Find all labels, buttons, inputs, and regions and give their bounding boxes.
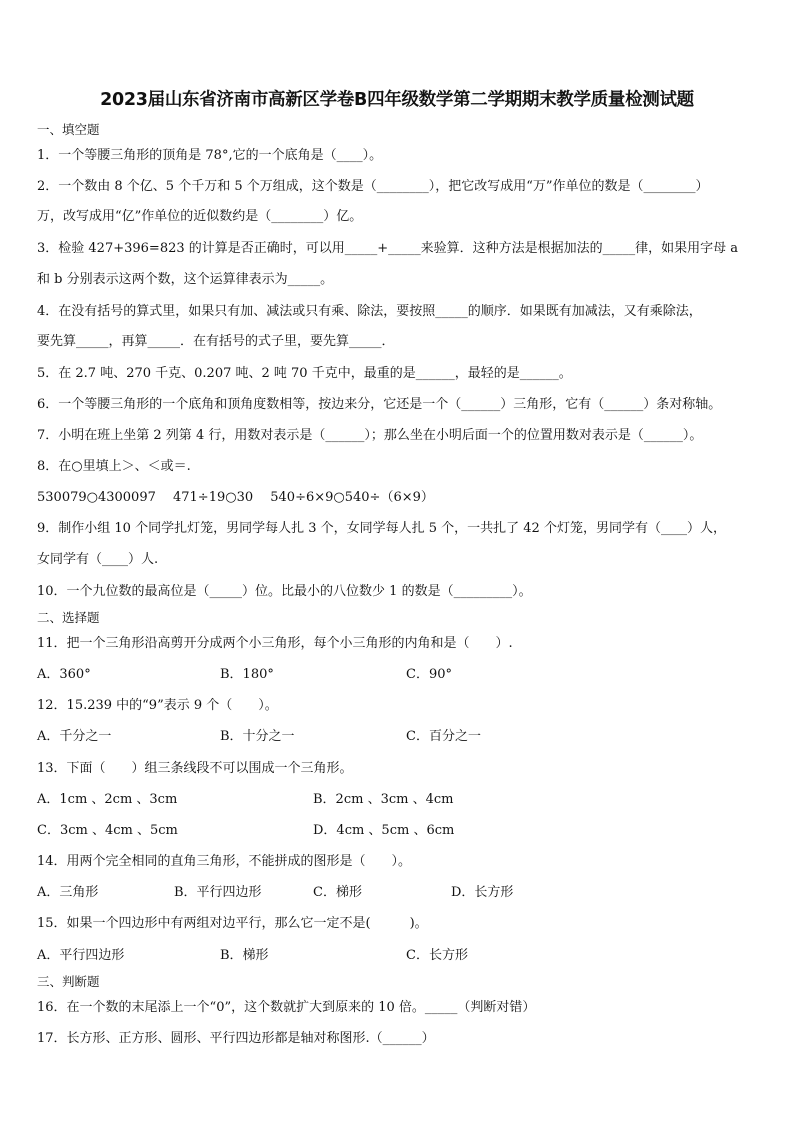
question-5: 5．在 2.7 吨、270 千克、0.207 吨、2 吨 70 千克中，最重的是______，最轻的是______。 xyxy=(37,366,572,381)
question-14: 14．用两个完全相同的直角三角形，不能拼成的图形是（ ）。 xyxy=(37,854,412,869)
q13-option-d: D．4cm 、5cm 、6cm xyxy=(313,823,455,838)
question-6: 6．一个等腰三角形的一个底角和顶角度数相等，按边来分，它还是一个（______）三角形，它有（______）条对称轴。 xyxy=(37,397,722,412)
q15-option-c: C．长方形 xyxy=(406,948,468,963)
question-7: 7．小明在班上坐第 2 列第 4 行，用数对表示是（______）；那么坐在小明后面一个的位置用数对表示是（______）。 xyxy=(37,428,703,443)
question-9-line-1: 9．制作小组 10 个同学扎灯笼，男同学每人扎 3 个，女同学每人扎 5 个，一共扎了 42 个灯笼，男同学有（____）人， xyxy=(37,521,726,536)
q12-option-c: C．百分之一 xyxy=(406,729,481,744)
q11-option-b: B．180° xyxy=(220,667,274,682)
question-16: 16．在一个数的末尾添上一个“0”，这个数就扩大到原来的 10 倍。_____（判断对错） xyxy=(37,1000,536,1015)
q15-option-a: A．平行四边形 xyxy=(37,948,125,963)
question-11: 11．把一个三角形沿高剪开分成两个小三角形，每个小三角形的内角和是（ ）. xyxy=(37,636,513,651)
q13-option-b: B．2cm 、3cm 、4cm xyxy=(313,792,454,807)
q11-option-a: A．360° xyxy=(37,667,91,682)
question-1: 1．一个等腰三角形的顶角是 78°,它的一个底角是（____）。 xyxy=(37,148,383,163)
section-heading-choice: 二、选择题 xyxy=(37,610,100,625)
q11-option-c: C．90° xyxy=(406,667,452,682)
q14-option-d: D．长方形 xyxy=(451,885,514,900)
question-4-line-2: 要先算_____，再算_____．在有括号的式子里，要先算_____． xyxy=(37,334,395,349)
question-10: 10．一个九位数的最高位是（_____）位。比最小的八位数少 1 的数是（_________）。 xyxy=(37,584,532,599)
question-9-line-2: 女同学有（____）人. xyxy=(37,552,159,567)
q14-option-c: C．梯形 xyxy=(313,885,362,900)
q12-option-b: B．十分之一 xyxy=(220,729,295,744)
q14-option-b: B．平行四边形 xyxy=(174,885,262,900)
q12-option-a: A．千分之一 xyxy=(37,729,112,744)
question-13: 13．下面（ ）组三条线段不可以围成一个三角形。 xyxy=(37,761,353,776)
question-8-items: 530079○4300097 471÷19○30 540÷6×9○540÷（6×9） xyxy=(37,490,434,505)
q15-option-b: B．梯形 xyxy=(220,948,269,963)
q13-option-a: A．1cm 、2cm 、3cm xyxy=(37,792,178,807)
section-heading-fill-in: 一、填空题 xyxy=(37,122,100,137)
question-2-line-2: 万，改写成用“亿”作单位的近似数约是（________）亿。 xyxy=(37,209,363,224)
question-3-line-1: 3．检验 427+396=823 的计算是否正确时，可以用_____+_____来验算．这种方法是根据加法的_____律，如果用字母 a xyxy=(37,241,739,256)
q13-option-c: C．3cm 、4cm 、5cm xyxy=(37,823,178,838)
page-title: 2023届山东省济南市高新区学卷B四年级数学第二学期期末教学质量检测试题 xyxy=(100,90,694,110)
question-15: 15．如果一个四边形中有两组对边平行，那么它一定不是( )。 xyxy=(37,916,428,931)
question-12: 12．15.239 中的“9”表示 9 个（ ）。 xyxy=(37,698,278,713)
question-8: 8．在○里填上＞、＜或＝. xyxy=(37,459,191,474)
section-heading-judge: 三、判断题 xyxy=(37,974,100,989)
question-3-line-2: 和 b 分别表示这两个数，这个运算律表示为_____。 xyxy=(37,272,334,287)
question-17: 17．长方形、正方形、圆形、平行四边形都是轴对称图形.（______） xyxy=(37,1031,435,1046)
q14-option-a: A．三角形 xyxy=(37,885,99,900)
question-2-line-1: 2．一个数由 8 个亿、5 个千万和 5 个万组成，这个数是（________），把它改写成用“万”作单位的数是（________） xyxy=(37,179,709,194)
question-4-line-1: 4．在没有括号的算式里，如果只有加、减法或只有乘、除法，要按照_____的顺序．如果既有加减法，又有乘除法， xyxy=(37,304,702,319)
